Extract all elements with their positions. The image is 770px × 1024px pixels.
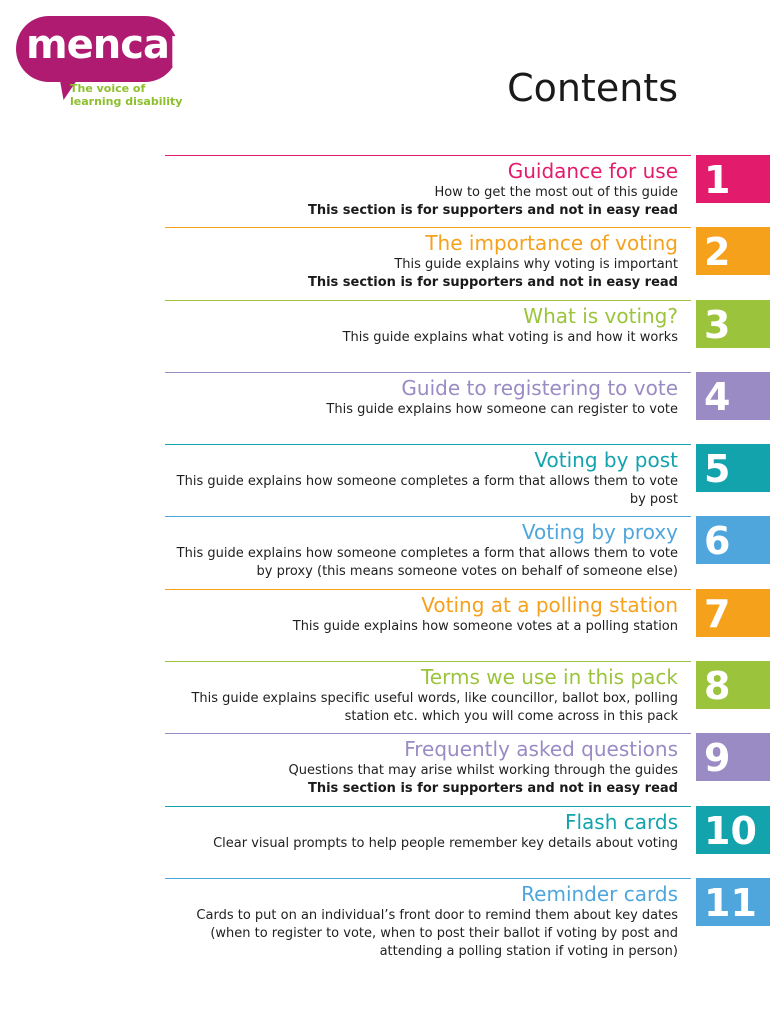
entry-text [158,878,678,961]
entry-title: Guidance for use [507,159,678,183]
section-number-tab: 11 [696,878,770,926]
section-number-tab: 9 [696,733,770,781]
entry-text [158,589,678,636]
contents-entry[interactable] [165,300,770,372]
entry-description: This guide explains how someone completes a form that allows them to vote by post [176,474,678,508]
entry-title: Frequently asked questions [404,737,678,762]
contents-list [165,155,770,959]
entry-supporter-note: This section is for supporters and not in easy read [307,203,678,218]
entry-description: This guide explains how someone can register to vote [326,401,678,417]
entry-description: This guide explains what voting is and how it works [342,329,678,345]
entry-text [158,372,678,419]
section-number-tab: 2 [696,227,770,275]
logo-tagline-line1: The voice of [70,82,146,95]
entry-description: Questions that may arise whilst working through the guides [288,763,678,779]
entry-supporter-note: This section is for supporters and not in easy read [307,275,678,291]
contents-entry[interactable] [165,444,770,516]
entry-text [158,444,678,509]
entry-title: Flash cards [564,809,678,834]
contents-entry[interactable] [165,589,770,661]
entry-text [158,227,678,292]
section-number-tab: 6 [696,516,770,564]
contents-entry[interactable] [165,878,770,959]
section-number-tab: 5 [696,444,770,492]
section-number-tab: 7 [696,589,770,637]
entry-description: Clear visual prompts to help people remember key details about voting [213,835,678,851]
entry-description: Cards to put on an individual’s front door to remind them about key dates (when to register to vote, when to post their ballot if voting by post and attending a polling station if voting in person) [196,907,678,959]
entry-text [158,661,678,726]
entry-title: Guide to registering to vote [401,375,678,400]
section-number-tab: 3 [696,300,770,348]
contents-entry[interactable] [165,372,770,444]
entry-title: The importance of voting [425,231,678,256]
contents-entry[interactable] [165,155,770,227]
entry-supporter-note: This section is for supporters and not in easy read [307,781,678,797]
contents-entry[interactable] [165,516,770,588]
entry-description: How to get the most out of this guide [434,185,678,200]
entry-title: Voting by proxy [521,520,678,545]
entry-title: Terms we use in this pack [420,665,678,690]
entry-description: This guide explains how someone votes at a polling station [292,618,678,634]
entry-title: Reminder cards [521,881,678,906]
logo-tagline [70,82,200,108]
entry-text [158,733,678,798]
entry-text [158,300,678,347]
contents-entry[interactable] [165,661,770,733]
mencap-logo [16,14,196,114]
contents-entry[interactable] [165,733,770,805]
section-number-tab: 1 [696,155,770,203]
entry-title: Voting by post [534,448,678,473]
section-number-tab: 10 [696,806,770,854]
entry-description: This guide explains why voting is important [394,257,678,273]
entry-text [158,155,678,220]
contents-entry[interactable] [165,227,770,299]
section-number-tab: 8 [696,661,770,709]
logo-wordmark: mencap [26,22,197,68]
entry-title: What is voting? [523,303,678,328]
entry-description: This guide explains specific useful words, like councillor, ballot box, polling station etc. which you will come across in this pack [191,691,678,725]
entry-title: Voting at a polling station [421,592,678,617]
entry-description: This guide explains how someone completes a form that allows them to vote by proxy (this means someone votes on behalf of someone else) [176,546,678,580]
section-number-tab: 4 [696,372,770,420]
page-title: Contents [507,66,678,110]
entry-text [158,516,678,581]
entry-text [158,806,678,853]
contents-entry[interactable] [165,806,770,878]
logo-tagline-line2: learning disability [70,95,183,108]
